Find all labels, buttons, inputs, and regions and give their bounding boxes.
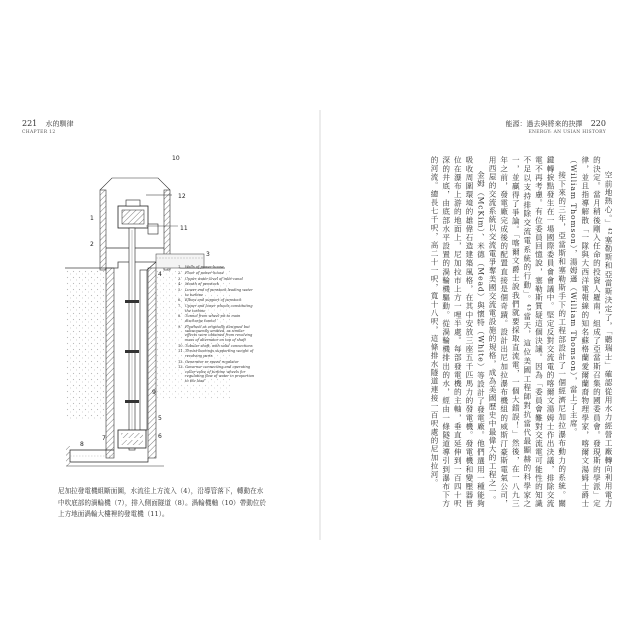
figure-label-12: 12 [178, 193, 186, 200]
legend-text: Tunnel from wheel-pit to main discharge tunnel [185, 314, 241, 323]
legend-text: Upper and lower wheels constituting the turbine [185, 304, 253, 313]
figure-label-1: 1 [90, 215, 94, 222]
legend-text: Walls of power-house [185, 265, 224, 269]
legend-number: 8. [178, 314, 182, 319]
legend-number: 7. [178, 304, 182, 309]
left-chapter-label: CHAPTER 12 [22, 130, 56, 135]
right-running-title: 能源：過去與將來的抉擇 [505, 120, 583, 128]
legend-number: 2. [178, 270, 182, 275]
legend-item [178, 344, 256, 348]
legend-item [178, 265, 256, 269]
figure-label-6: 6 [158, 433, 162, 440]
legend-number: 12. [178, 359, 184, 364]
right-running-header [505, 120, 606, 137]
figure-legend [178, 265, 256, 384]
legend-text: Generator or speed regulator [185, 359, 239, 364]
legend-item [178, 349, 256, 358]
legend-number: 3. [178, 276, 182, 281]
legend-number: 1. [178, 265, 182, 269]
legend-text: Tubular shaft, with solid connections [185, 343, 253, 348]
vertical-body-text [352, 156, 614, 508]
body-paragraph: 金姆（McKim）、米德（Mead）與懷特（White）等設計了發電廠。他們選用一種能夠吸收周圍環境的雄偉石造建築風格，在其中安放三座五千匹馬力的發電機。發電機和變壓器皆位在瀑布上游的地面上，尼加拉市上方一哩半處。每部發電機的主軸，垂直延伸到一百四十呎深的井底，由底部水平設置的渦輪機驅動。從渦輪機排出的水，經由一條隧道導引到瀑布下方的河流。總長七千呎，高二十一呎，寬十八呎，這條排水隧道連接一百呎處的尼加拉河。 [430, 156, 486, 508]
legend-text: Lower end of penstock leading water to turbine [185, 288, 253, 297]
legend-text: Flywheel as originally designed but subsequently omitted, as similar effects were obtained from revolving mass of alternator on top of shaft [185, 324, 253, 342]
figure-label-9: 9 [152, 389, 156, 396]
legend-number: 5. [178, 288, 182, 293]
body-paragraph: 接下來的三年，亞當斯和塞勒斯手下的工程部設計了一個經濟尼加拉瀑布動力的系統。關鍵轉捩點發生在一場國際委員會會議中。堅定反對交流電的喀爾文湯姆士作出決議，排除交流電不再考慮。有位委員回憶說，塞勒斯質疑這個決議。因為「委員會難對交流電可能性的知識不足以支持排除交流電系統的行動」。⁴³當天，這位美國工程師對抗當代最顯赫的科學家之一，並贏得了爭論。「喀爾文爵士說我們就要採取直流電，一個大錯誤！」然後，在一八九三年之前，發電廠完成後的配置直接是個奇蹟。設計出尼加拉瀑布機組的威斯汀豪斯電氣公司，用西屋的交流系統以交流電爭奪美國交流電設施的規格，成為美國歷史中最偉大的工程之一。 [488, 156, 567, 508]
legend-item [178, 365, 256, 383]
figure-label-7: 7 [102, 435, 106, 442]
left-running-title: 水的馴律 [45, 120, 74, 128]
figure-label-5: 5 [158, 415, 162, 422]
legend-item [178, 271, 256, 275]
left-page-number: 221 [22, 119, 38, 128]
legend-item [178, 298, 256, 302]
legend-text: Elbow and support of penstock [185, 298, 242, 303]
legend-text: Thrust-bearings supporting weight of revolving parts [185, 349, 254, 358]
legend-item [178, 277, 256, 281]
legend-text: Upper water level of inlet-canal [185, 276, 243, 281]
figure-label-2: 2 [90, 241, 94, 248]
legend-text: Governor connecting and operating collar-valve of turbine wheels for regulating flow of water in proportion to the load [185, 365, 255, 383]
legend-number: 11. [178, 349, 184, 354]
legend-item [178, 314, 256, 323]
figure-label-8: 8 [80, 441, 84, 448]
figure-label-11: 11 [180, 225, 188, 232]
legend-item [178, 360, 256, 364]
body-paragraph: 空前地熱心。」⁴²塞勒斯和亞當斯決定了，「聽瑞士」確認從用水力經營工廠轉向利用電力的決定。當月稍後剛入任命的投資人羅南，組成了亞當斯召集的國委員會。發現斯的學派」定律，並且指導解散「一隊與大西洋電報線的知名蘇格蘭愛爾蘭裔物理學家，喀爾文湯姆士爵士（William Thomson），湯姆遜（William Thomson），當上了主席。 [569, 156, 613, 508]
legend-number: 6. [178, 298, 182, 303]
legend-number: 4. [178, 282, 182, 287]
legend-text: Floor of power-house [185, 270, 224, 275]
figure-label-3: 3 [206, 251, 210, 258]
left-running-header [22, 120, 74, 137]
legend-number: 10. [178, 343, 184, 348]
figure-caption: 尼加拉發電機組斷面圖，水流往上方流入（4），沿導管落下，轉動在水中吹底部的渦輪機（7），排入側面隧道（8）。渦輪機軸（10）帶動位於上方地面渦輪大樓裡的發電機（11）。 [58, 487, 266, 518]
legend-number: 13. [178, 365, 184, 370]
legend-item [178, 282, 256, 286]
legend-item [178, 325, 256, 343]
figure-label-4: 4 [158, 271, 162, 278]
right-running-subtitle: ENERGY: AN USIAN HISTORY [528, 130, 606, 135]
legend-item [178, 288, 256, 297]
legend-text: Mouth of penstock [185, 282, 220, 287]
figure-label-10: 10 [172, 155, 180, 162]
right-page-number: 220 [590, 119, 606, 128]
legend-number: 9. [178, 324, 182, 329]
legend-item [178, 304, 256, 313]
